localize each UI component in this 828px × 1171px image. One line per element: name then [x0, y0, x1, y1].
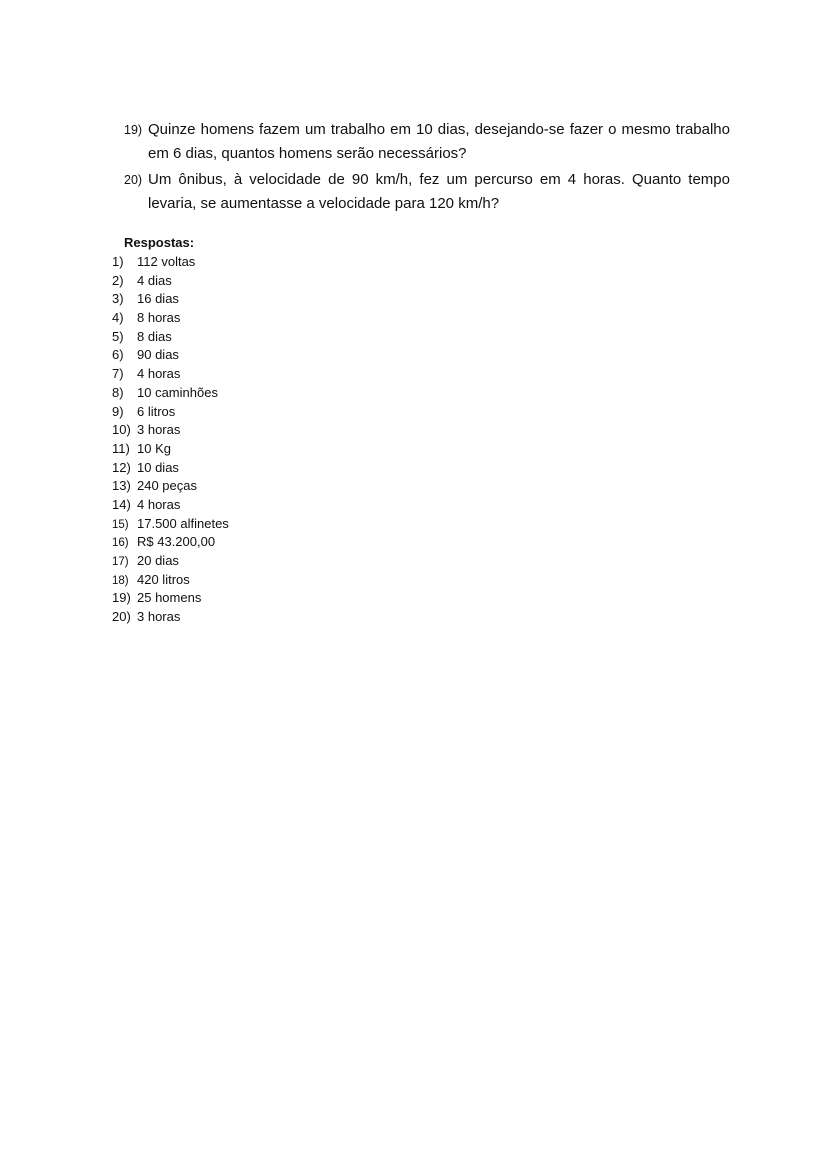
answer-number: 8) — [112, 384, 124, 400]
answer-item — [112, 309, 229, 328]
answer-number: 11) — [112, 440, 130, 456]
answer-item — [112, 365, 229, 384]
answer-value: 25 homens — [137, 590, 202, 606]
answer-number: 16) — [112, 537, 129, 550]
question-number: 19) — [124, 123, 143, 137]
question-20 — [124, 168, 730, 216]
answer-value: 17.500 alfinetes — [137, 515, 229, 531]
answer-value: 10 dias — [137, 459, 179, 475]
answer-number: 1) — [112, 254, 124, 269]
answer-item — [112, 421, 229, 440]
answer-value: 16 dias — [137, 291, 179, 307]
answer-item — [112, 496, 229, 515]
answer-number: 20) — [112, 609, 131, 625]
answer-number: 13) — [112, 478, 131, 494]
answer-item — [112, 272, 229, 291]
answer-value: 10 Kg — [137, 440, 171, 456]
answer-number: 7) — [112, 366, 124, 382]
answer-item — [112, 290, 229, 309]
answer-number: 19) — [112, 590, 131, 606]
answer-number: 2) — [112, 272, 124, 288]
answer-number: 3) — [112, 291, 124, 307]
question-19 — [124, 118, 730, 166]
answer-number: 5) — [112, 328, 124, 344]
answer-value: 420 litros — [137, 571, 190, 587]
answer-value: 6 litros — [137, 403, 176, 419]
answer-number: 12) — [112, 459, 131, 475]
answer-item — [112, 608, 229, 627]
answer-item — [112, 346, 229, 365]
question-text: Um ônibus, à velocidade de 90 km/h, fez um percurso em 4 horas. Quanto tempo levaria, se aumentasse a velocidade para 120 km/h? — [148, 171, 730, 212]
answers-list — [112, 253, 229, 627]
answer-number: 15) — [112, 518, 129, 531]
answer-item — [112, 253, 229, 272]
answer-value: 3 horas — [137, 422, 181, 438]
answer-value: 8 horas — [137, 310, 181, 326]
answer-value: 90 dias — [137, 347, 179, 363]
answer-item — [112, 515, 229, 534]
answer-number: 14) — [112, 496, 131, 512]
answer-number: 9) — [112, 403, 124, 419]
question-text: Quinze homens fazem um trabalho em 10 dias, desejando-se fazer o mesmo trabalho em 6 dias, quantos homens serão necessários? — [148, 121, 730, 162]
answer-item — [112, 589, 229, 608]
answer-item — [112, 477, 229, 496]
answer-item — [112, 533, 229, 552]
answer-number: 4) — [112, 310, 124, 326]
answer-number: 10) — [112, 422, 131, 438]
answer-number: 18) — [112, 574, 129, 587]
answers-heading: Respostas: — [124, 235, 195, 250]
answer-number: 6) — [112, 347, 124, 363]
answer-value: 4 horas — [137, 366, 181, 382]
answer-value: 4 dias — [137, 272, 172, 288]
answer-value: 10 caminhões — [137, 384, 218, 400]
answer-value: 112 voltas — [137, 254, 196, 269]
answer-value: R$ 43.200,00 — [137, 534, 216, 550]
answer-value: 20 dias — [137, 553, 179, 568]
answer-number: 17) — [112, 556, 129, 568]
answer-item — [112, 459, 229, 478]
answer-item — [112, 384, 229, 403]
answer-item — [112, 440, 229, 459]
answer-value: 240 peças — [137, 478, 197, 494]
answer-item — [112, 403, 229, 422]
question-number: 20) — [124, 173, 143, 187]
answer-value: 4 horas — [137, 496, 181, 512]
answer-item — [112, 571, 229, 590]
answer-value: 3 horas — [137, 609, 181, 625]
answer-item — [112, 328, 229, 347]
answer-value: 8 dias — [137, 328, 172, 344]
answer-item — [112, 552, 229, 571]
